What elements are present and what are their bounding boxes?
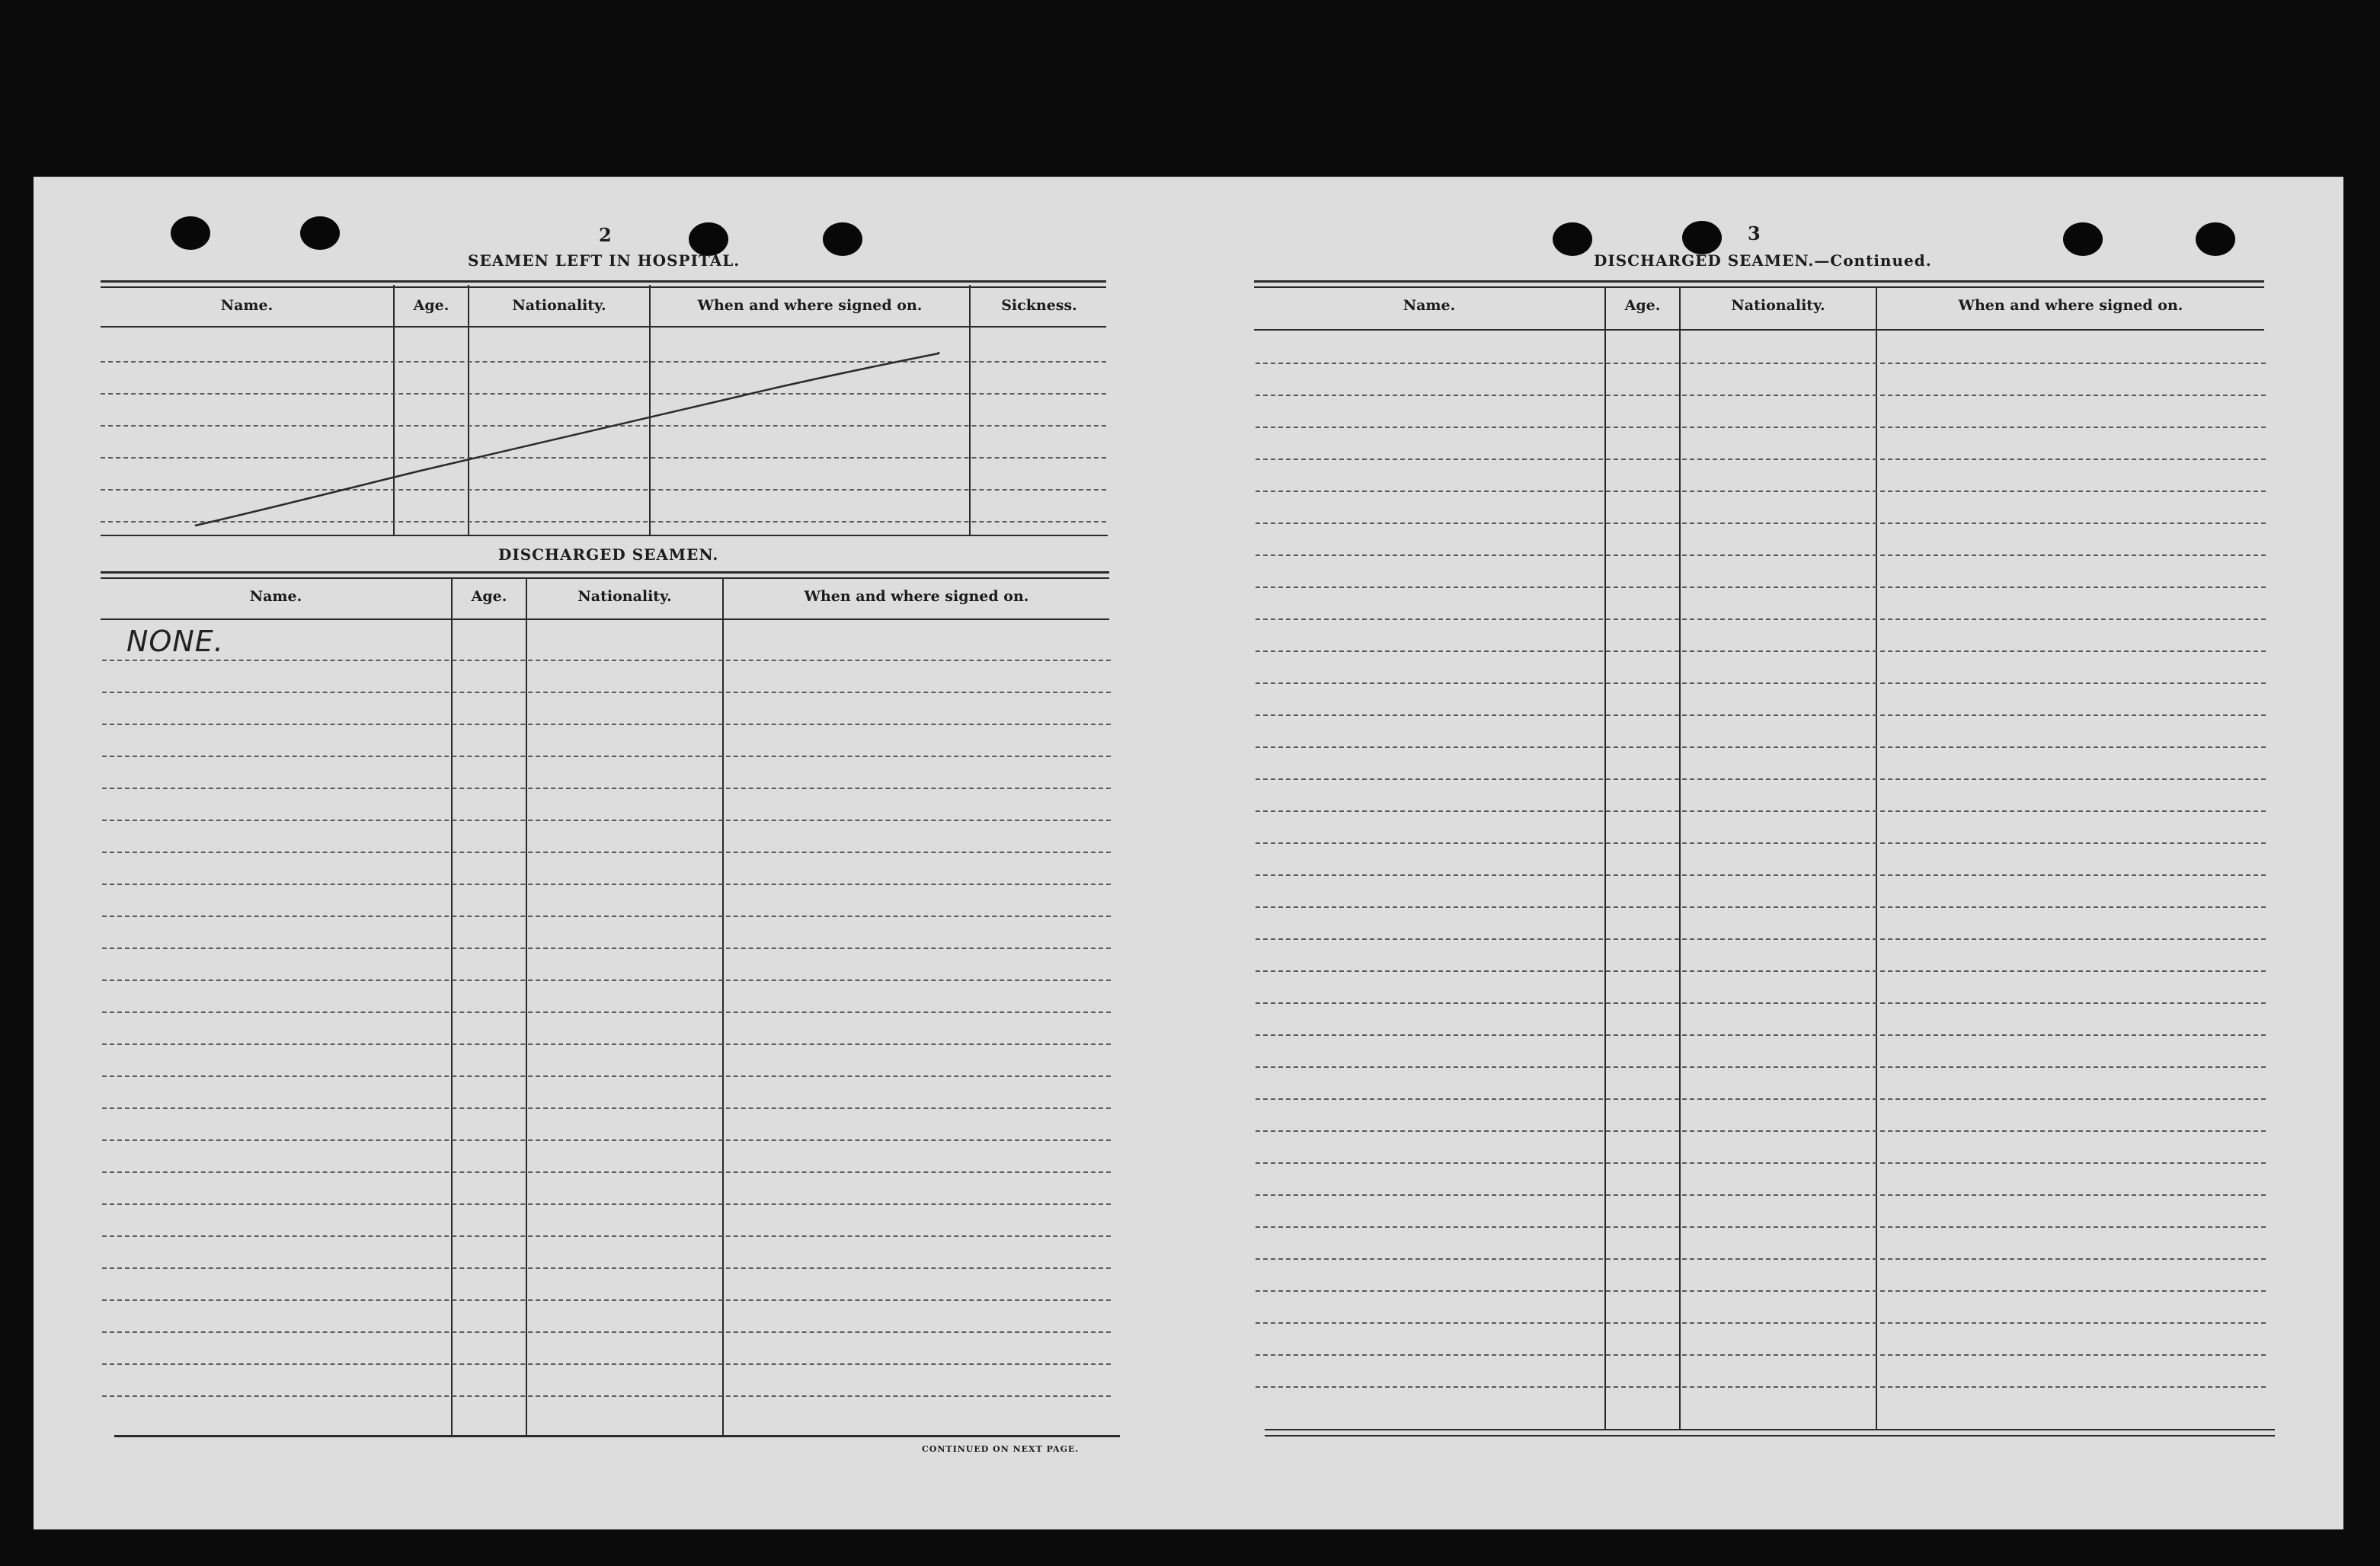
- right-col-name: Name.: [1403, 297, 1456, 314]
- hospital-col-sickness: Sickness.: [1001, 297, 1077, 314]
- punch-hole: [823, 222, 862, 256]
- punch-hole: [300, 216, 340, 250]
- ruled-line: [1256, 906, 2266, 908]
- ruled-line: [102, 948, 1111, 949]
- left-page-number: 2: [599, 224, 613, 246]
- handwritten-none-entry: NONE.: [126, 625, 224, 658]
- ruled-line: [1256, 491, 2266, 492]
- cancel-line-stroke: [101, 285, 1106, 544]
- ruled-line: [1256, 1066, 2266, 1068]
- ruled-line: [1256, 842, 2266, 844]
- right-bottom-rule: [1265, 1429, 2275, 1430]
- punch-hole: [1553, 222, 1592, 256]
- hospital-col-nationality: Nationality.: [512, 297, 606, 314]
- ruled-line: [102, 1203, 1111, 1205]
- ruled-line: [1256, 618, 2266, 620]
- ruled-line: [1256, 810, 2266, 812]
- ruled-line: [1256, 1226, 2266, 1228]
- right-col-divider: [1604, 286, 1606, 1429]
- ruled-line: [1256, 1130, 2266, 1132]
- ruled-line: [102, 660, 1111, 661]
- ruled-line: [102, 788, 1111, 789]
- ruled-line: [102, 1171, 1111, 1173]
- right-col-divider: [1876, 286, 1877, 1429]
- discharged-col-name: Name.: [249, 588, 302, 605]
- right-col-nationality: Nationality.: [1731, 297, 1825, 314]
- discharged-col-divider: [451, 577, 453, 1437]
- ruled-line: [102, 1139, 1111, 1141]
- ruled-line: [102, 1012, 1111, 1013]
- ruled-line: [1256, 1034, 2266, 1036]
- discharged-bottom-rule: [114, 1435, 1120, 1437]
- ruled-line: [1256, 1162, 2266, 1164]
- hospital-col-when-where: When and where signed on.: [697, 297, 923, 314]
- ruled-line: [1256, 586, 2266, 588]
- ruled-line: [102, 724, 1111, 725]
- hospital-col-name: Name.: [220, 297, 274, 314]
- ruled-line: [1256, 650, 2266, 652]
- ruled-line: [1256, 1258, 2266, 1260]
- ruled-line: [102, 1331, 1111, 1333]
- right-page-number: 3: [1748, 222, 1761, 244]
- ruled-line: [102, 756, 1111, 757]
- ruled-line: [1256, 523, 2266, 524]
- discharged-top-rule-2: [101, 577, 1109, 579]
- ruled-line: [102, 884, 1111, 885]
- ruled-line: [102, 1363, 1111, 1365]
- hospital-col-age: Age.: [413, 297, 449, 314]
- ruled-line: [102, 1395, 1111, 1397]
- right-col-when-where: When and where signed on.: [1958, 297, 2183, 314]
- discharged-col-divider: [722, 577, 724, 1437]
- ruled-line: [1256, 1098, 2266, 1100]
- right-top-rule-2: [1254, 286, 2264, 288]
- discharged-section-title: DISCHARGED SEAMEN.: [498, 545, 719, 564]
- ruled-line: [102, 692, 1111, 693]
- punch-hole: [1682, 221, 1722, 254]
- discharged-top-rule: [101, 571, 1109, 574]
- punch-hole: [2063, 222, 2103, 256]
- ruled-line: [1256, 778, 2266, 780]
- ruled-line: [1256, 363, 2266, 364]
- ruled-line: [1256, 874, 2266, 876]
- right-header-rule: [1254, 329, 2264, 331]
- ruled-line: [1256, 459, 2266, 460]
- ruled-line: [1256, 427, 2266, 428]
- ruled-line: [1256, 1290, 2266, 1292]
- ruled-line: [102, 980, 1111, 981]
- ruled-line: [102, 1043, 1111, 1045]
- ruled-line: [102, 1235, 1111, 1237]
- right-col-age: Age.: [1624, 297, 1661, 314]
- ruled-line: [1256, 714, 2266, 716]
- ruled-line: [102, 1075, 1111, 1077]
- discharged-col-nationality: Nationality.: [577, 588, 672, 605]
- discharged-header-rule: [101, 618, 1109, 620]
- ruled-line: [102, 852, 1111, 853]
- discharged-col-divider: [526, 577, 527, 1437]
- continued-footer: CONTINUED ON NEXT PAGE.: [922, 1444, 1080, 1454]
- ruled-line: [1256, 1322, 2266, 1324]
- ruled-line: [1256, 938, 2266, 940]
- ruled-line: [102, 1107, 1111, 1109]
- ruled-line: [1256, 554, 2266, 556]
- ruled-line: [102, 1267, 1111, 1269]
- discharged-col-age: Age.: [471, 588, 507, 605]
- ruled-line: [102, 820, 1111, 821]
- ruled-line: [1256, 970, 2266, 972]
- ruled-line: [102, 916, 1111, 917]
- right-section-title: DISCHARGED SEAMEN.—Continued.: [1594, 251, 1932, 270]
- ruled-line: [1256, 395, 2266, 396]
- right-top-rule: [1254, 280, 2264, 283]
- right-bottom-rule-2: [1265, 1435, 2275, 1437]
- ruled-line: [1256, 1002, 2266, 1004]
- ruled-line: [1256, 1386, 2266, 1388]
- ruled-line: [1256, 1194, 2266, 1196]
- right-col-divider: [1679, 286, 1681, 1429]
- discharged-col-when-where: When and where signed on.: [804, 588, 1029, 605]
- ruled-line: [1256, 682, 2266, 684]
- hospital-section-title: SEAMEN LEFT IN HOSPITAL.: [468, 251, 741, 270]
- hospital-top-rule: [101, 280, 1106, 283]
- ruled-line: [102, 1299, 1111, 1301]
- punch-hole: [2196, 222, 2235, 256]
- ruled-line: [1256, 1354, 2266, 1356]
- punch-hole: [171, 216, 210, 250]
- ruled-line: [1256, 746, 2266, 748]
